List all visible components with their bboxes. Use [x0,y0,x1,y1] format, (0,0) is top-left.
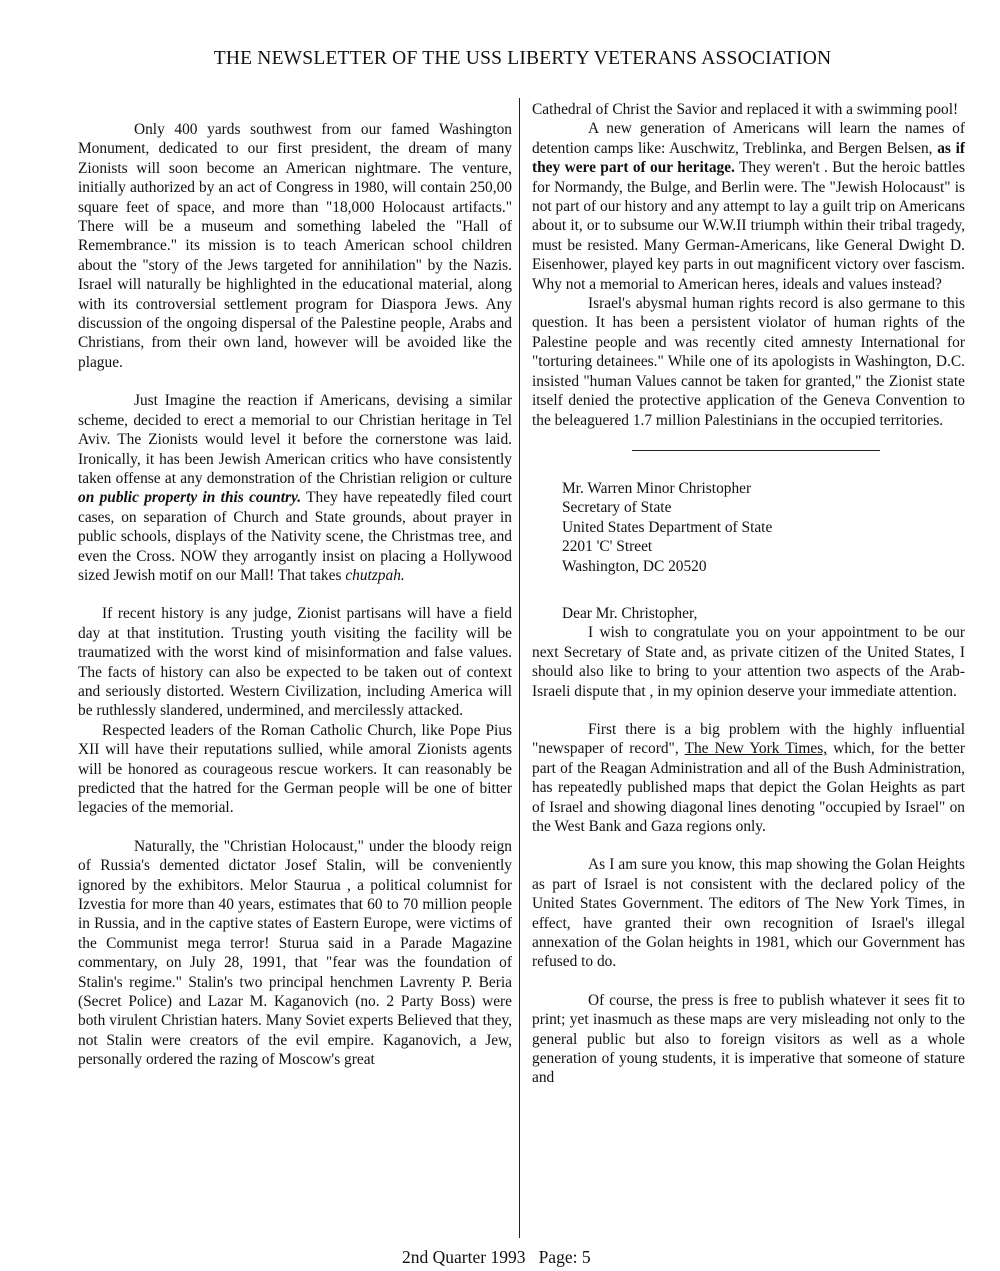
address-line: 2201 'C' Street [562,538,653,556]
newsletter-header: THE NEWSLETTER OF THE USS LIBERTY VETERANS ASSOCIATION [213,48,832,69]
paragraph-cathedral: Cathedral of Christ the Savior and replaced it with a swimming pool! [532,101,959,118]
paragraph-christian-holocaust: Naturally, the "Christian Holocaust," under the bloody reign of Russia's demented dictator Josef Stalin, will be conveniently ignored by the exhibitors. Melor Staurua , a political columnist for Izvestia for more than 40 years, estimates that 60 to 70 million people in Russia, and in the captive states of Eastern Europe, were victims of the Communist mega terror! Sturua said in a Parade Magazine commentary, on July 28, 1991, that "fear was the foundation of Stalin's regime." Stalin's two principal henchmen Lavrenty P. Beria (Secret Police) and Lazar M. Kaganovich (no. 2 Party Boss) were both virulent Christian haters. Many Soviet experts Believed that they, not Stalin were creators of the evil empire. Kaganovich, a Jew, personally ordered the razing of Moscow's great [78,837,512,1069]
left-column [78,120,512,1070]
emphasis-public-property: on public property in this country. [78,489,302,507]
footer-issue: 2nd Quarter 1993 [402,1247,526,1267]
emphasis-heritage: as if they were part of our heritage. [532,139,965,177]
paragraph-imagine [78,391,512,585]
paragraph-new-generation [532,119,965,294]
letter-paragraph-press: Of course, the press is free to publish whatever it sees fit to print; yet inasmuch as these maps are very misleading not only to the general public but also to foreign visitors as well as a whole generation of young students, it is imperative that someone of stature and [532,991,965,1087]
letter-salutation: Dear Mr. Christopher, [562,604,698,622]
paragraph-catholic-church: Respected leaders of the Roman Catholic Church, like Pope Pius XII will have their reputations sullied, while amoral Zionists agents will be honored as courageous rescue workers. It can reasonably be predicted that the hatred for the German people will be one of bitter legacies of the memorial. [78,721,512,817]
page-footer [402,1247,591,1268]
address-line: United States Department of State [562,518,773,536]
letter-paragraph-nyt-text-2: which, for the better part of the Reagan Administration and all of the Bush Administration, has repeatedly published maps that depict the Golan Heights as part of Israel and showing diagonal lines denoting "occupied by Israel" on the West Bank and Gaza regions only. [532,740,965,835]
letter-paragraph-golan: As I am sure you know, this map showing the Golan Heights as part of Israel is not consistent with the declared policy of the United States Government. The editors of The New York Times, in effect, have granted their own recognition of Israel's illegal annexation of the Golan heights in 1981, which our Government has refused to do. [532,856,965,971]
newspaper-title: The New York Times, [684,740,828,758]
letter-address-block [532,479,965,576]
address-line: Washington, DC 20520 [562,557,707,575]
right-column [532,100,965,1088]
letter-paragraph-congratulate: I wish to congratulate you on your appointment to be our next Secretary of State and, as private citizen of the United States, I should also like to bring to your attention two aspects of the Arab-Israeli dispute that , in my opinion deserve your immediate attention. [532,624,965,700]
paragraph-human-rights: Israel's abysmal human rights record is also germane to this question. It has been a persistent violator of human rights of the Palestine people and was recently cited amnesty International for "torturing detainees." While one of its apologists in Washington, D.C. insisted "human Values cannot be taken for granted," the Zionist state itself denied the protective application of the Geneva Convention to the beleaguered 1.7 million Palestinians in the occupied territories. [532,295,965,429]
paragraph-new-generation-text-2: They weren't . But the heroic battles for Normandy, the Bulge, and Berlin were. The "Jewish Holocaust" is not part of our history and any attempt to lay a guilt trip on Americans about it, or to subsume our W.W.II triumph within their tribal tragedy, must be resisted. Many German-Americans, like General Dwight D. Eisenhower, played key parts in out magnificent victory over fascism. Why not a memorial to American heres, ideals and values instead? [532,159,966,293]
paragraph-museum: Only 400 yards southwest from our famed Washington Monument, dedicated to our first president, the dream of many Zionists will soon become an American nightmare. The venture, initially authorized by an act of Congress in 1980, will contain 250,00 square feet of space, and more than "18,000 Holocaust artifacts." There will be a museum and something labeled the "Hall of Remembrance." its mission is to teach American school children about the "story of the Jews targeted for annihilation" by the Nazis. Israel will naturally be highlighted in the educational material, along with its controversial settlement program for Diaspora Jews. Any discussion of the ongoing dispersal of the Palestine people, Arabs and Christians, from their own land, however will be avoided like the plague. [78,121,512,371]
paragraph-new-generation-text: A new generation of Americans will learn the names of detention camps like: Auschwitz, Treblinka, and Bergen Belsen, [532,120,965,157]
paragraph-recent-history: If recent history is any judge, Zionist partisans will have a field day at that institution. Trusting youth visiting the facility will be traumatized with the worst kind of misinformation and false values. The facts of history can also be expected to be taken out of context and seriously distorted. Western Civilization, including America will be ruthlessly slandered, undermined, and mercilessly attacked. [78,605,512,720]
section-separator [632,450,880,451]
address-line: Secretary of State [562,499,672,517]
paragraph-imagine-text: Just Imagine the reaction if Americans, devising a similar scheme, decided to erect a memorial to our Christian heritage in Tel Aviv. The Zionists would level it before the cornerstone was laid. Ironically, it has been Jewish American critics who have consistently taken offense at any demonstration of the Christian religion or culture [78,392,512,487]
paragraph-imagine-text-2: They have repeatedly filed court cases, on separation of Church and State grounds, about prayer in public schools, displays of the Nativity scene, the Christmas tree, and even the Cross. NOW they arrogantly insist on placing a Hollywood sized Jewish motif on our Mall! That takes [78,489,512,584]
emphasis-chutzpah: chutzpah. [345,566,405,584]
column-divider [519,98,520,1238]
footer-page-number: Page: 5 [538,1247,591,1267]
address-line: Mr. Warren Minor Christopher [562,479,752,497]
letter-paragraph-nyt [532,720,965,836]
letter-paragraph-nyt-text: First there is a big problem with the highly influential "newspaper of record", [532,720,965,758]
